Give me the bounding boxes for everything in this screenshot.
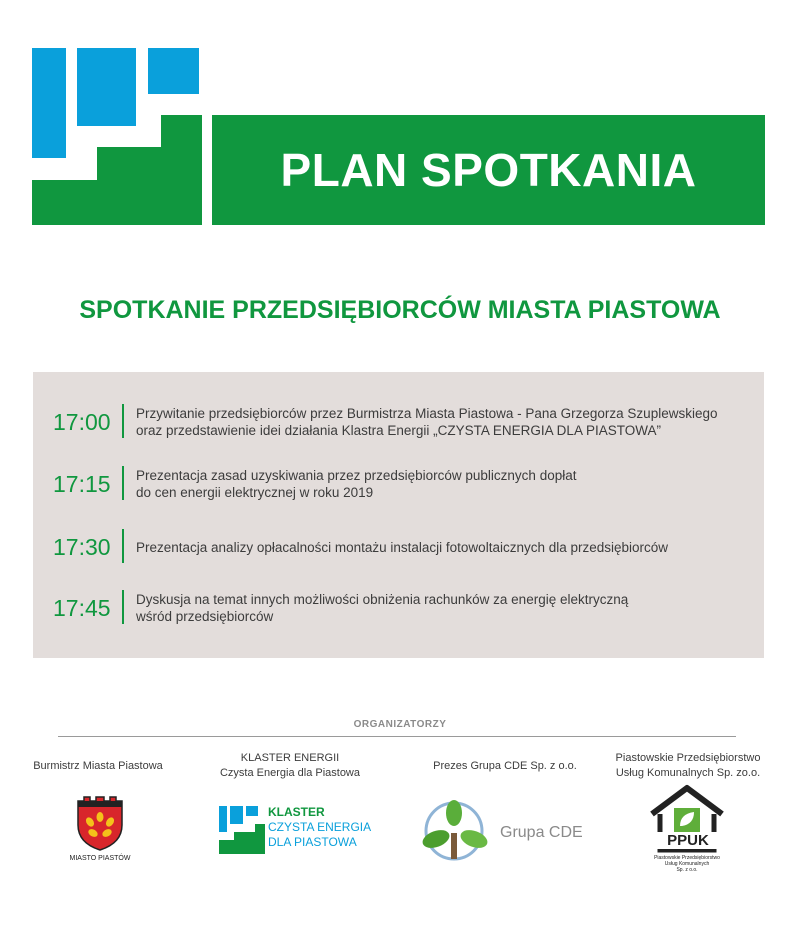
grupa-cde-logo-text: Grupa CDE (500, 824, 583, 841)
klaster-logo-text (268, 805, 378, 850)
agenda-divider (122, 404, 124, 438)
organizer-name: KLASTER ENERGII (240, 752, 340, 764)
ppuk-sub-line: Usług Komunalnych (664, 861, 710, 867)
agenda-item (33, 464, 764, 504)
organizer-name: Usług Komunalnych Sp. zo.o. (615, 767, 761, 779)
ppuk-sub-line: Sp. z o.o. (676, 867, 698, 873)
agenda-description (136, 527, 756, 567)
organizers-heading: ORGANIZATORZY (353, 719, 447, 730)
page-title: PLAN SPOTKANIA (212, 115, 765, 225)
agenda-time: 17:30 (53, 534, 111, 560)
logo-blue-block-1 (32, 48, 66, 158)
agenda-item (33, 588, 764, 628)
agenda-line: wśród przedsiębiorców (136, 609, 274, 624)
klaster-logo-line: KLASTER (268, 805, 325, 819)
ppuk-logo-subtext (637, 855, 737, 873)
city-logo-caption: MIASTO PIASTÓW (69, 855, 131, 862)
agenda-description (136, 588, 756, 628)
agenda-line: Prezentacja zasad uzyskiwania przez przedsiębiorców publicznych dopłat (136, 468, 577, 483)
ppuk-logo-text: PPUK (652, 832, 724, 849)
agenda-line: oraz przedstawienie idei działania Klastra Energii „CZYSTA ENERGIA DLA PIASTOWA” (136, 423, 661, 438)
agenda-item (33, 527, 764, 567)
organizer-name: Piastowskie Przedsiębiorstwo (615, 752, 761, 764)
logo-green-step-3 (161, 115, 202, 225)
klaster-logo-line: DLA PIASTOWA (268, 835, 357, 849)
organizer-2 (200, 751, 380, 781)
agenda-panel (33, 372, 764, 658)
ppuk-sub-line: Piastowskie Przedsiębiorstwo (654, 855, 720, 861)
agenda-line: Przywitanie przedsiębiorców przez Burmistrza Miasta Piastowa - Pana Grzegorza Szuplewskiego (136, 406, 718, 421)
organizer-name: Burmistrz Miasta Piastowa (33, 760, 163, 772)
klaster-logo-icon (219, 806, 265, 854)
agenda-time: 17:00 (53, 409, 111, 435)
organizer-name: Prezes Grupa CDE Sp. z o.o. (433, 760, 577, 772)
meeting-subtitle: SPOTKANIE PRZEDSIĘBIORCÓW MIASTA PIASTOWA (79, 296, 721, 324)
agenda-divider (122, 466, 124, 500)
agenda-line: Dyskusja na temat innych możliwości obniżenia rachunków za energię elektryczną (136, 592, 629, 607)
logo-blue-block-3 (148, 48, 199, 94)
city-coat-of-arms-icon (76, 795, 124, 851)
agenda-time: 17:15 (53, 471, 111, 497)
agenda-description (136, 464, 756, 504)
agenda-line: Prezentacja analizy opłacalności montażu instalacji fotowoltaicznych dla przedsiębiorców (136, 539, 669, 555)
organizer-4 (600, 751, 776, 781)
klaster-logo-line: CZYSTA ENERGIA (268, 820, 372, 834)
tree-logo-icon (418, 797, 494, 865)
agenda-description (136, 402, 756, 442)
organizer-3 (420, 759, 590, 774)
agenda-line: do cen energii elektrycznej w roku 2019 (136, 485, 374, 500)
organizer-1 (20, 759, 176, 774)
agenda-divider (122, 590, 124, 624)
agenda-divider (122, 529, 124, 563)
organizers-divider (58, 736, 736, 737)
agenda-item (33, 402, 764, 442)
agenda-time: 17:45 (53, 595, 111, 621)
organizer-name: Czysta Energia dla Piastowa (219, 767, 360, 779)
logo-blue-block-2 (77, 48, 136, 126)
